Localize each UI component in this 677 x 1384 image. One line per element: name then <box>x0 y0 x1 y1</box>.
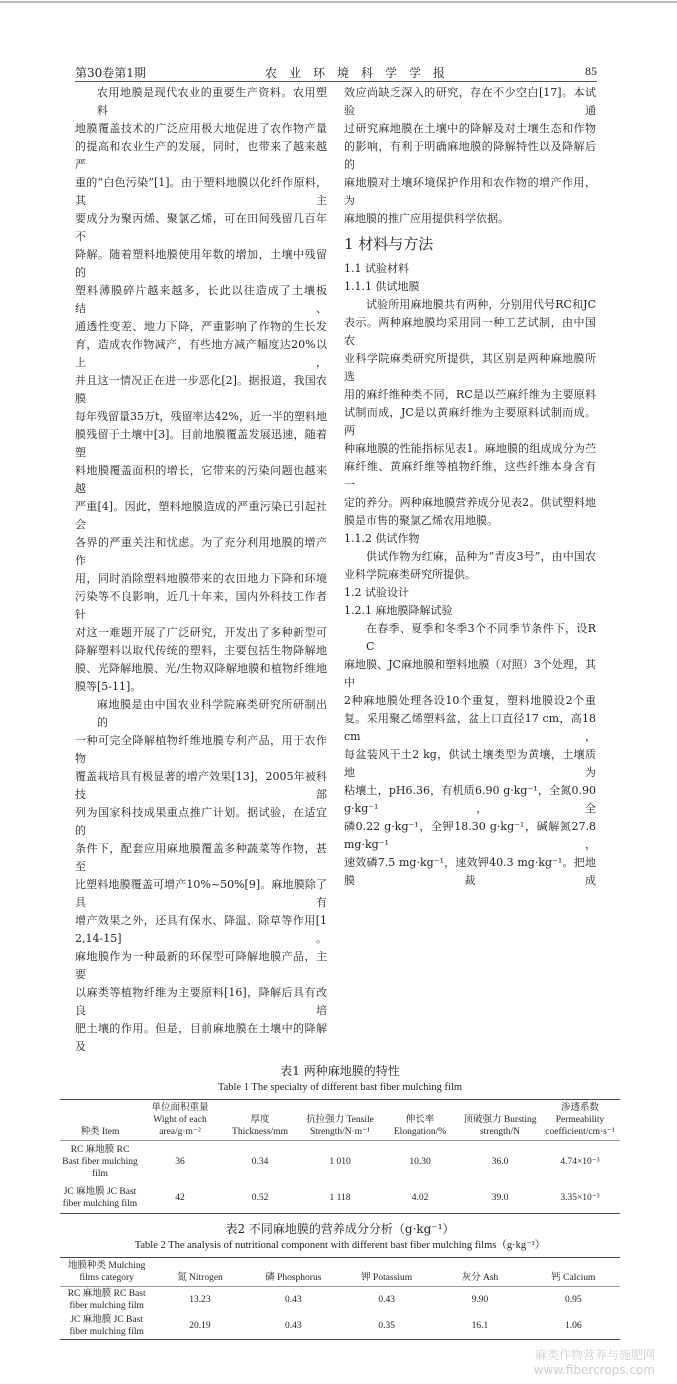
table-row <box>60 1313 620 1340</box>
text-line: 业科学院麻类研究所提供，其区别是两种麻地膜所选 <box>344 352 596 383</box>
text-line: 麻地膜作为一种最新的环保型可降解地膜产品，主要 <box>75 950 327 981</box>
column-header: 抗拉强力 Tensile Strength/N·m⁻¹ <box>300 1100 380 1141</box>
text-line: 各界的严重关注和忧虑。为了充分利用地膜的增产作 <box>75 536 327 567</box>
text-line: 麻地膜对土壤环境保护作用和农作物的增产作用，为 <box>344 176 596 207</box>
table-cell: JC 麻地膜 JC Bast fiber mulching film <box>62 1187 138 1209</box>
table-cell: 13.23 <box>189 1295 211 1305</box>
table2-caption-cn: 表2 不同麻地膜的营养成分分析（g·kg⁻¹） <box>225 1222 455 1236</box>
section-heading: 1.1.1 供试地膜 <box>344 280 420 293</box>
text-line: 增产效果之外，还具有保水、降温、除草等作用[12,14-15]。 <box>75 914 327 945</box>
page-body <box>60 84 620 1340</box>
text-line: 效应尚缺乏深入的研究，存在不少空白[17]。本试验通 <box>344 86 596 117</box>
section-heading: 1.2.1 麻地膜降解试验 <box>344 604 453 617</box>
text-line: 地膜覆盖技术的广泛应用极大地促进了农作物产量 <box>75 122 327 135</box>
table1-caption-en: Table 1 The specialty of different bast fiber mulching film <box>217 1082 463 1093</box>
table-cell: 20.19 <box>189 1321 211 1331</box>
text-line: 麻纤维、黄麻纤维等植物纤维，这些纤维本身含有一 <box>344 460 596 491</box>
table-row <box>60 1141 620 1184</box>
text-line: 粘壤土，pH6.36，有机质6.90 g·kg⁻¹，全氮0.90 g·kg⁻¹，全 <box>344 784 596 815</box>
text-line: 对这一难题开展了广泛研究，开发出了多种新型可 <box>75 626 327 639</box>
text-line: 育，造成农作物减产，有些地方减产幅度达20%以上， <box>75 338 327 369</box>
table2 <box>60 1257 620 1340</box>
text-line: 的影响，有利于明确麻地膜的降解特性以及降解后的 <box>344 140 596 171</box>
text-line: 重的“白色污染”[1]。由于塑料地膜以化纤作原料，其主 <box>75 176 327 207</box>
text-line: 一种可完全降解植物纤维地膜专利产品，用于农作物 <box>75 734 327 765</box>
column-header: 氮 Nitrogen <box>153 1258 246 1287</box>
table-cell: 0.43 <box>285 1321 302 1331</box>
text-line: 以麻类等植物纤维为主要原料[16]，降解后具有改良培 <box>75 986 327 1017</box>
text-line: 的提高和农业生产的发展，同时，也带来了越来越严 <box>75 140 327 171</box>
column-header: 厚度 Thickness/mm <box>220 1100 300 1141</box>
table-cell: 39.0 <box>491 1193 509 1203</box>
column-header: 顶破强力 Bursting strength/N <box>460 1100 540 1141</box>
table1 <box>60 1099 620 1214</box>
two-column-text <box>60 84 597 1056</box>
text-line: 试制而成，JC是以黄麻纤维为主要原料试制而成。两 <box>344 406 596 437</box>
table-cell: 0.35 <box>378 1321 395 1331</box>
table-cell: 36 <box>175 1157 185 1167</box>
table-row <box>60 1287 620 1314</box>
text-line: 肥土壤的作用。但是，目前麻地膜在土壤中的降解及 <box>75 1022 327 1053</box>
text-line: 膜、光降解地膜、光/生物双降解地膜和植物纤维地 <box>75 662 327 675</box>
text-line: 业科学院麻类研究所提供。 <box>344 568 476 581</box>
watermark-line2: www.fibercrops.com <box>533 1363 655 1377</box>
table-cell: 0.43 <box>378 1295 395 1305</box>
column-header: 钾 Potassium <box>340 1258 433 1287</box>
text-line: 降解塑料以取代传统的塑料，主要包括生物降解地 <box>75 644 327 657</box>
table-cell: 10.30 <box>409 1157 431 1167</box>
table-cell: 4.02 <box>411 1193 429 1203</box>
text-line: 膜是市售的聚氯乙烯农用地膜。 <box>344 514 498 527</box>
text-line: 磷0.22 g·kg⁻¹，全钾18.30 g·kg⁻¹，碱解氮27.8 mg·kg⁻¹， <box>344 820 596 851</box>
table-cell: 9.90 <box>471 1295 489 1305</box>
text-line: 并且这一情况正在进一步恶化[2]。据报道，我国农膜 <box>75 374 327 405</box>
text-line: 试验所用麻地膜共有两种，分别用代号RC和JC <box>366 298 596 311</box>
text-line: 表示。两种麻地膜均采用同一种工艺试制，由中国农 <box>344 316 596 347</box>
column-header: 渗透系数 Permeability coefficient/cm·s⁻¹ <box>540 1100 620 1141</box>
text-line: 过研究麻地膜在土壤中的降解及对土壤生态和作物 <box>344 122 596 135</box>
column-header: 伸长率 Elongation/% <box>380 1100 460 1141</box>
table-cell: RC 麻地膜 RC Bast fiber mulching film <box>62 1145 138 1179</box>
table-cell: 4.74×10⁻³ <box>560 1157 600 1167</box>
text-line: 膜等[5-11]。 <box>75 680 142 693</box>
text-line: 速效磷7.5 mg·kg⁻¹，速效钾40.3 mg·kg⁻¹。把地膜裁成 <box>344 856 596 887</box>
text-line: 农用地膜是现代农业的重要生产资料。农用塑料 <box>97 86 327 117</box>
column-header: 种类 Item <box>60 1100 140 1141</box>
text-line: 每盆装风干土2 kg，供试土壤类型为黄壤，土壤质地为 <box>344 748 596 779</box>
page-border <box>0 1 677 3</box>
journal-name: 农业环境科学学报 <box>265 66 458 80</box>
column-header: 地膜种类 Mulching films category <box>60 1258 153 1287</box>
text-line: 膜残留于土壤中[3]。目前地膜覆盖发展迅速，随着塑 <box>75 428 327 459</box>
text-line: 麻地膜是由中国农业科学院麻类研究所研制出的 <box>97 698 327 729</box>
table-cell: 0.52 <box>251 1193 269 1203</box>
text-line: 麻地膜的推广应用提供科学依据。 <box>344 212 509 225</box>
text-line: 降解。随着塑料地膜使用年数的增加，土壤中残留的 <box>75 248 327 279</box>
column-header: 磷 Phosphorus <box>247 1258 340 1287</box>
text-line: 种麻地膜的性能指标见表1。麻地膜的组成成分为苎 <box>344 442 596 455</box>
table-cell: 3.35×10⁻³ <box>560 1193 600 1203</box>
table-cell: RC 麻地膜 RC Bast fiber mulching film <box>67 1289 146 1311</box>
column-header: 单位面积重量 Wight of each area/g·m⁻² <box>140 1100 220 1141</box>
volume-issue: 第30卷第1期 <box>75 66 146 80</box>
table-cell: 0.95 <box>565 1295 582 1305</box>
table-cell: 36.0 <box>491 1157 509 1167</box>
text-line: 每年残留量35万t，残留率达42%，近一半的塑料地 <box>75 410 327 423</box>
table-cell: 1 118 <box>329 1193 351 1203</box>
table-cell: 1 010 <box>329 1157 351 1167</box>
table-cell: 42 <box>175 1193 185 1203</box>
right-column <box>344 84 596 1056</box>
text-line: 列为国家科技成果重点推广计划。据试验，在适宜的 <box>75 806 327 837</box>
table-row <box>60 1183 620 1214</box>
text-line: 用的麻纤维种类不同，RC是以苎麻纤维为主要原料 <box>344 388 596 401</box>
table-cell: JC 麻地膜 JC Bast fiber mulching film <box>69 1315 144 1337</box>
watermark-line1: 麻类作物营养与施肥网 <box>534 1348 655 1362</box>
text-line: 比塑料地膜覆盖可增产10%~50%[9]。麻地膜除了具有 <box>75 878 327 909</box>
text-line: 要成分为聚丙烯、聚氯乙烯，可在田间残留几百年不 <box>75 212 327 243</box>
text-line: 通透性变差、地力下降，严重影响了作物的生长发 <box>75 320 327 333</box>
text-line: 污染等不良影响，近几十年来，国内外科技工作者针 <box>75 590 327 621</box>
table2-caption-en: Table 2 The analysis of nutritional component with different bast fiber mulching films（g·kg⁻¹） <box>134 1240 546 1251</box>
section-heading: 1 材料与方法 <box>344 235 434 253</box>
section-heading: 1.1 试验材料 <box>344 262 409 275</box>
section-heading: 1.2 试验设计 <box>344 586 409 599</box>
left-column <box>75 84 327 1056</box>
column-header: 钙 Calcium <box>527 1258 620 1287</box>
text-line: 供试作物为红麻，品种为“青皮3号”，由中国农 <box>366 550 596 563</box>
text-line: 塑料薄膜碎片越来越多，长此以往造成了土壤板结、 <box>75 284 327 315</box>
column-header: 灰分 Ash <box>433 1258 526 1287</box>
text-line: 麻地膜、JC麻地膜和塑料地膜（对照）3个处理，其中 <box>344 658 596 689</box>
text-line: 料地膜覆盖面积的增长，它带来的污染问题也越来越 <box>75 464 327 495</box>
text-line: 覆盖栽培具有极显著的增产效果[13]，2005年被科技部 <box>75 770 327 801</box>
running-header <box>75 62 597 82</box>
text-line: 在春季、夏季和冬季3个不同季节条件下，设RC <box>366 622 596 653</box>
text-line: 条件下，配套应用麻地膜覆盖多种蔬菜等作物，甚至 <box>75 842 327 873</box>
table-cell: 0.34 <box>251 1157 269 1167</box>
watermark <box>534 1348 655 1378</box>
page-number: 85 <box>585 64 597 78</box>
text-line: 2种麻地膜处理各设10个重复，塑料地膜设2个重 <box>344 694 596 707</box>
table1-caption-cn: 表1 两种麻地膜的特性 <box>280 1064 400 1078</box>
text-line: 复。采用聚乙烯塑料盆，盆上口直径17 cm，高18 cm， <box>344 712 596 743</box>
text-line: 用，同时消除塑料地膜带来的农田地力下降和环境 <box>75 572 327 585</box>
text-line: 定的养分。两种麻地膜营养成分见表2。供试塑料地 <box>344 496 596 509</box>
table-cell: 0.43 <box>285 1295 302 1305</box>
section-heading: 1.1.2 供试作物 <box>344 532 420 545</box>
text-line: 严重[4]。因此，塑料地膜造成的严重污染已引起社会 <box>75 500 327 531</box>
table-cell: 16.1 <box>471 1321 489 1331</box>
table-cell: 1.06 <box>565 1321 582 1331</box>
